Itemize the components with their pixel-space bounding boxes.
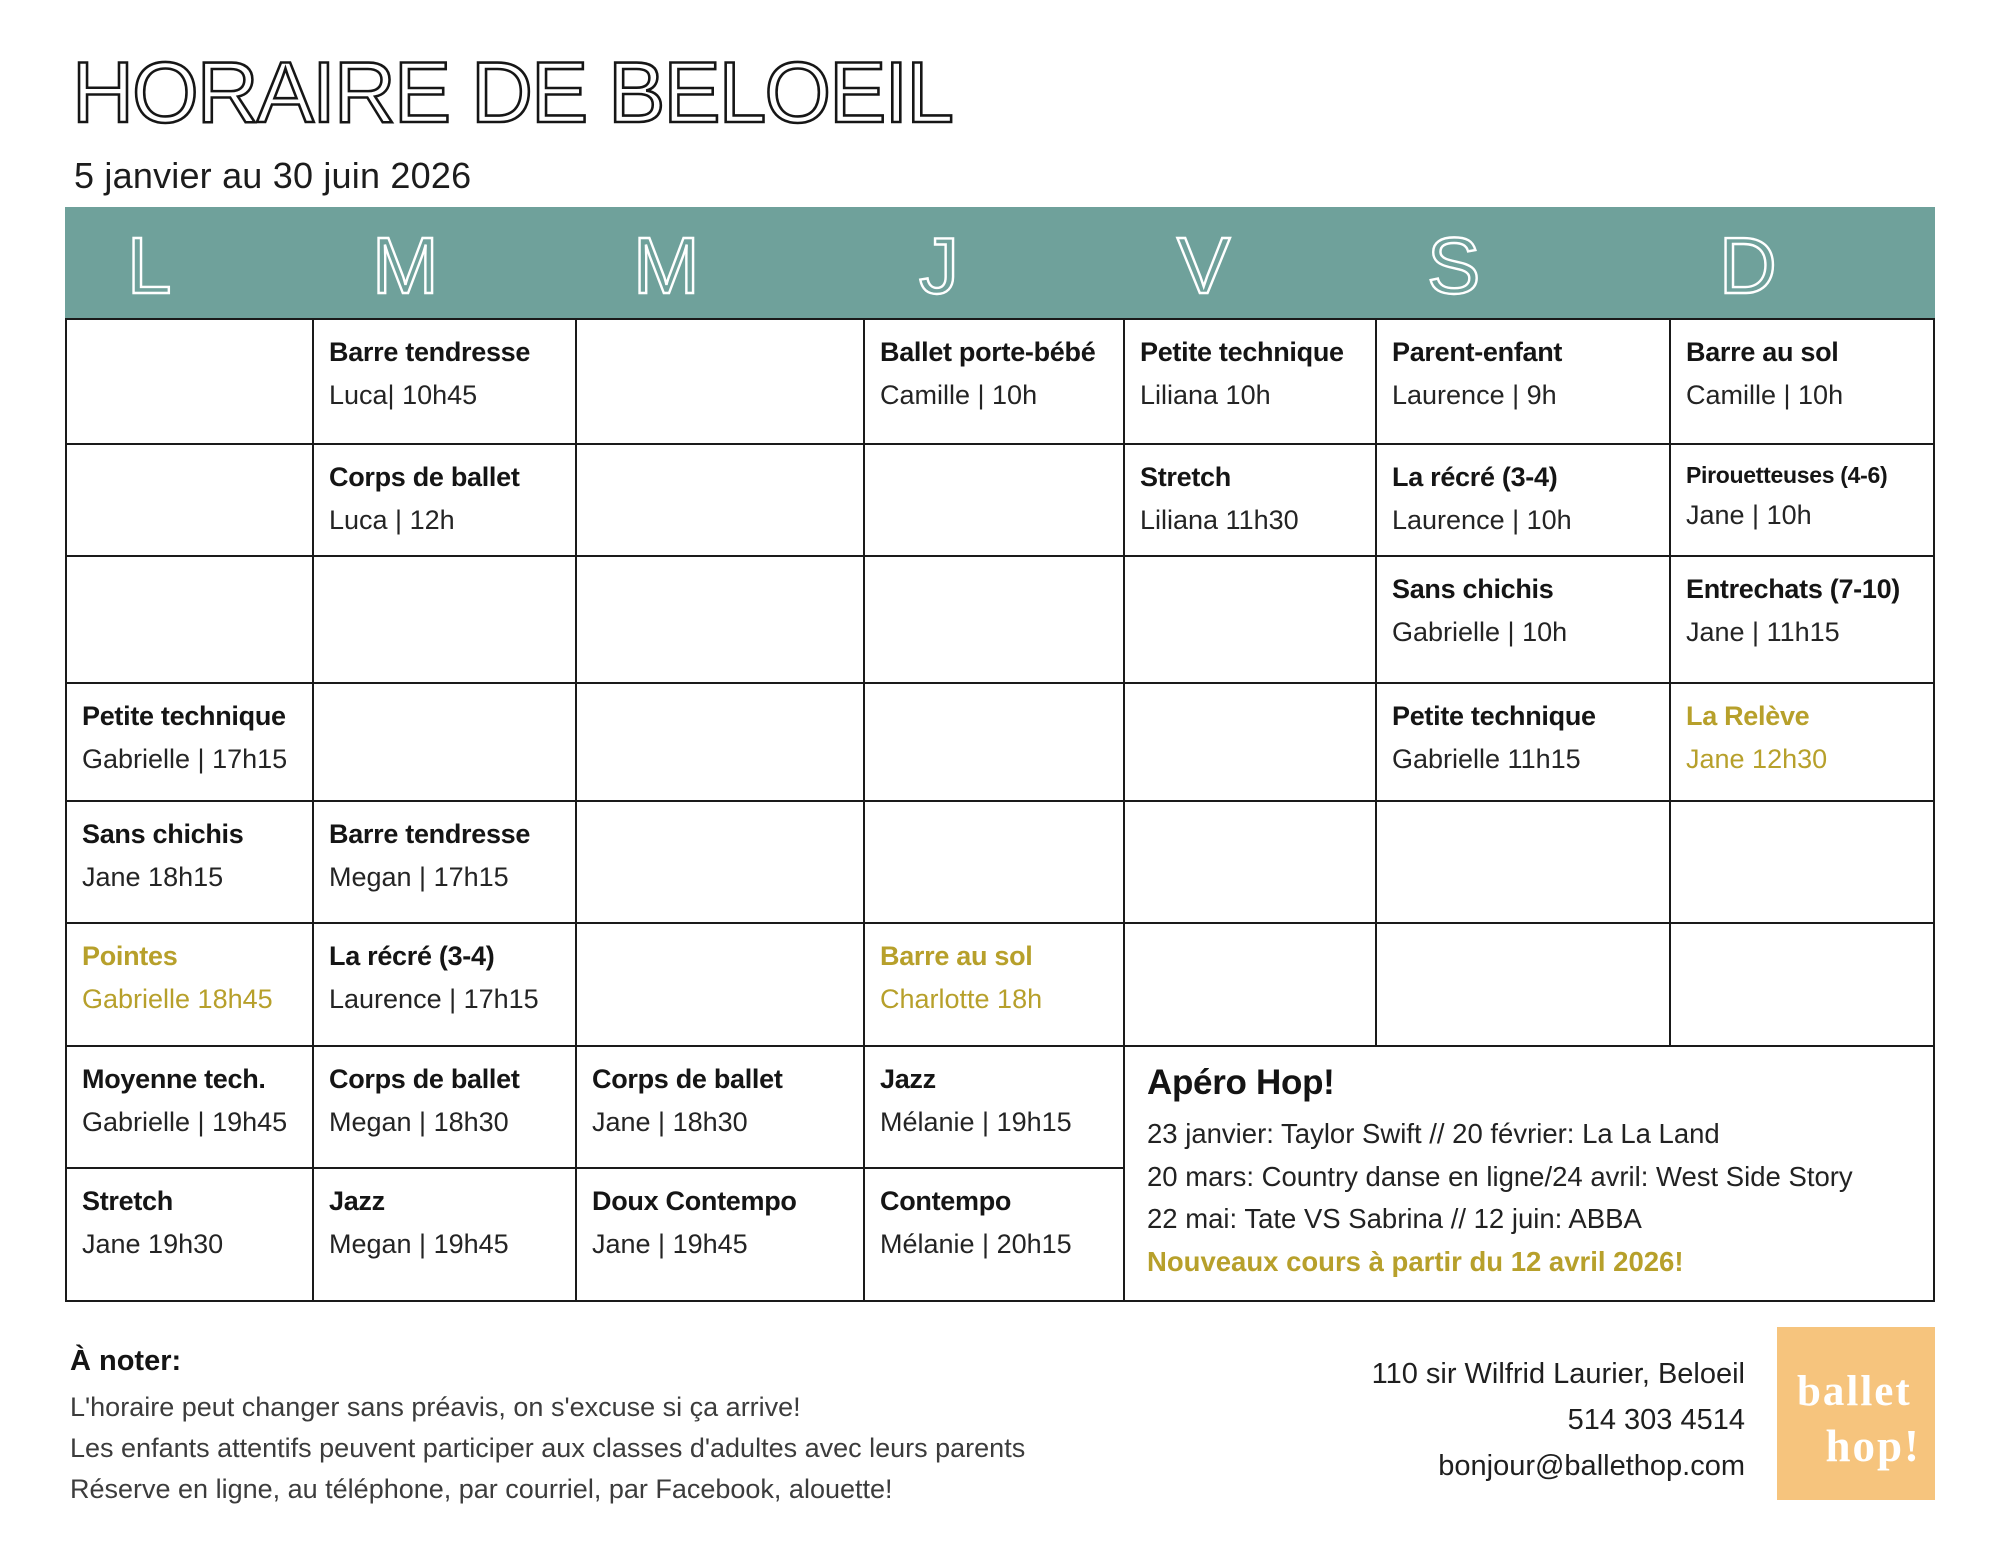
class-teacher-time: Jane 19h30 <box>82 1228 224 1259</box>
empty-cell <box>1377 802 1669 922</box>
class-name: Barre tendresse <box>329 819 531 849</box>
class-cell-barre-tendresse <box>314 320 575 443</box>
class-teacher-time: Jane | 11h15 <box>1686 616 1840 647</box>
empty-cell <box>1125 802 1375 922</box>
class-name: Barre au sol <box>880 941 1033 971</box>
class-name: La récré (3-4) <box>329 941 495 971</box>
class-cell-sans-chichis <box>1377 557 1669 682</box>
empty-cell <box>1125 557 1375 682</box>
ballet-hop-logo <box>1777 1327 1935 1500</box>
weekday-letter-outline <box>1365 207 1545 318</box>
empty-cell <box>577 924 863 1045</box>
class-cell-moyenne-tech <box>67 1047 312 1167</box>
class-name: Jazz <box>329 1186 385 1216</box>
weekday-letter-outline <box>571 207 751 318</box>
contact-address: 110 sir Wilfrid Laurier, Beloeil <box>1371 1358 1745 1390</box>
class-cell-corps-de-ballet <box>577 1047 863 1167</box>
svg-text:L: L <box>127 221 172 310</box>
class-cell-petite-technique <box>1377 684 1669 800</box>
page-title-text: HORAIRE DE BELOEIL <box>72 45 952 141</box>
class-cell-barre-au-sol <box>865 924 1123 1045</box>
class-teacher-time: Gabrielle | 19h45 <box>82 1106 288 1137</box>
empty-cell <box>577 445 863 555</box>
date-range: 5 janvier au 30 juin 2026 <box>74 155 472 196</box>
class-name: Petite technique <box>1140 337 1344 367</box>
class-cell-doux-contempo <box>577 1169 863 1300</box>
apero-event-line: 20 mars: Country danse en ligne/24 avril: West Side Story <box>1147 1160 1853 1192</box>
weekday-letter-outline <box>310 207 490 318</box>
class-name: Pirouetteuses (4-6) <box>1686 462 1888 488</box>
class-teacher-time: Megan | 17h15 <box>329 861 509 892</box>
empty-cell <box>865 557 1123 682</box>
weekday-letter-outline <box>1657 207 1837 318</box>
class-cell-ballet-porte-b-b <box>865 320 1123 443</box>
class-cell-pointes <box>67 924 312 1045</box>
class-name: Jazz <box>880 1064 936 1094</box>
weekday-letter-outline <box>1115 207 1295 318</box>
schedule-grid <box>65 318 1935 1302</box>
class-teacher-time: Liliana 10h <box>1140 379 1271 410</box>
class-teacher-time: Megan | 19h45 <box>329 1228 509 1259</box>
apero-event-line: 23 janvier: Taylor Swift // 20 février: La La Land <box>1147 1118 1720 1149</box>
empty-cell <box>314 557 575 682</box>
class-cell-barre-tendresse <box>314 802 575 922</box>
empty-cell <box>577 802 863 922</box>
logo-text-ballet: ballet <box>1797 1368 1912 1415</box>
page-title <box>70 38 990 150</box>
class-cell-pirouetteuses-4-6 <box>1671 445 1933 555</box>
svg-text:D: D <box>1719 221 1777 310</box>
class-name: Entrechats (7-10) <box>1686 574 1900 604</box>
class-teacher-time: Luca| 10h45 <box>329 379 478 410</box>
class-cell-stretch <box>1125 445 1375 555</box>
svg-text:V: V <box>1177 221 1231 310</box>
class-name: Ballet porte-bébé <box>880 337 1096 367</box>
class-name: Corps de ballet <box>592 1064 783 1094</box>
class-teacher-time: Gabrielle | 10h <box>1392 616 1568 647</box>
class-teacher-time: Luca | 12h <box>329 504 455 535</box>
empty-cell <box>577 320 863 443</box>
class-cell-corps-de-ballet <box>314 445 575 555</box>
class-teacher-time: Jane 18h15 <box>82 861 224 892</box>
class-cell-barre-au-sol <box>1671 320 1933 443</box>
class-name: Parent-enfant <box>1392 337 1563 367</box>
class-teacher-time: Jane | 18h30 <box>592 1106 748 1137</box>
weekday-header-2 <box>310 207 571 323</box>
class-cell-sans-chichis <box>67 802 312 922</box>
class-name: Stretch <box>1140 462 1231 492</box>
svg-text:S: S <box>1427 221 1481 310</box>
weekday-letter-outline <box>857 207 1037 318</box>
apero-hop-title: Apéro Hop! <box>1147 1063 1335 1102</box>
weekday-header-3 <box>571 207 857 323</box>
class-name: Petite technique <box>82 701 286 731</box>
class-teacher-time: Jane 12h30 <box>1686 743 1828 774</box>
contact-block <box>1372 1352 1745 1489</box>
class-cell-la-r-cr-3-4 <box>1377 445 1669 555</box>
class-cell-parent-enfant <box>1377 320 1669 443</box>
svg-text:M: M <box>633 221 700 310</box>
class-cell-la-rel-ve <box>1671 684 1933 800</box>
class-name: Sans chichis <box>1392 574 1554 604</box>
class-teacher-time: Jane | 19h45 <box>592 1228 748 1259</box>
logo-text-hop: hop! <box>1825 1421 1921 1471</box>
class-name: Petite technique <box>1392 701 1596 731</box>
outlined-title-graphic <box>70 38 990 150</box>
class-name: La Relève <box>1686 701 1810 731</box>
class-teacher-time: Laurence | 17h15 <box>329 983 539 1014</box>
svg-text:M: M <box>372 221 439 310</box>
empty-cell <box>1125 924 1375 1045</box>
class-teacher-time: Gabrielle | 17h15 <box>82 743 288 774</box>
class-name: La récré (3-4) <box>1392 462 1558 492</box>
empty-cell <box>314 684 575 800</box>
empty-cell <box>67 445 312 555</box>
empty-cell <box>865 445 1123 555</box>
weekday-header-5 <box>1115 207 1365 323</box>
class-teacher-time: Mélanie | 20h15 <box>880 1228 1072 1259</box>
class-teacher-time: Laurence | 10h <box>1392 504 1572 535</box>
empty-cell <box>577 557 863 682</box>
empty-cell <box>1671 802 1933 922</box>
class-teacher-time: Megan | 18h30 <box>329 1106 509 1137</box>
note-line: L'horaire peut changer sans préavis, on s'excuse si ça arrive! <box>70 1392 801 1422</box>
notes-block <box>70 1345 1025 1510</box>
class-cell-petite-technique <box>1125 320 1375 443</box>
notes-heading: À noter: <box>70 1345 182 1377</box>
weekday-header-6 <box>1365 207 1657 323</box>
class-teacher-time: Camille | 10h <box>880 379 1038 410</box>
weekday-header-1 <box>65 207 310 323</box>
weekday-header-4 <box>857 207 1115 323</box>
empty-cell <box>67 557 312 682</box>
class-name: Moyenne tech. <box>82 1064 266 1094</box>
class-cell-la-r-cr-3-4 <box>314 924 575 1045</box>
class-teacher-time: Mélanie | 19h15 <box>880 1106 1072 1137</box>
class-name: Contempo <box>880 1186 1012 1216</box>
class-teacher-time: Liliana 11h30 <box>1140 504 1299 535</box>
class-name: Barre tendresse <box>329 337 531 367</box>
class-cell-stretch <box>67 1169 312 1300</box>
class-teacher-time: Jane | 10h <box>1686 500 1812 531</box>
weekday-header-7 <box>1657 207 1935 323</box>
empty-cell <box>1671 924 1933 1045</box>
class-cell-petite-technique <box>67 684 312 800</box>
note-line: Les enfants attentifs peuvent participer aux classes d'adultes avec leurs parents <box>70 1433 1026 1464</box>
apero-event-line: 22 mai: Tate VS Sabrina // 12 juin: ABBA <box>1147 1203 1642 1235</box>
class-teacher-time: Laurence | 9h <box>1392 379 1557 410</box>
class-teacher-time: Gabrielle 11h15 <box>1392 743 1581 774</box>
class-name: Sans chichis <box>82 819 244 849</box>
svg-text:J: J <box>919 221 959 310</box>
empty-cell <box>67 320 312 443</box>
class-name: Stretch <box>82 1186 173 1216</box>
weekday-letter-outline <box>65 207 245 318</box>
contact-phone: 514 303 4514 <box>1567 1403 1745 1436</box>
class-cell-entrechats-7-10 <box>1671 557 1933 682</box>
class-name: Pointes <box>82 941 178 971</box>
new-courses-highlight: Nouveaux cours à partir du 12 avril 2026! <box>1147 1245 1684 1277</box>
class-teacher-time: Charlotte 18h <box>880 983 1043 1014</box>
class-name: Corps de ballet <box>329 1064 520 1094</box>
class-cell-jazz <box>865 1047 1123 1167</box>
class-cell-jazz <box>314 1169 575 1300</box>
empty-cell <box>1377 924 1669 1045</box>
contact-email: bonjour@ballethop.com <box>1438 1449 1745 1482</box>
empty-cell <box>1125 684 1375 800</box>
class-teacher-time: Camille | 10h <box>1686 379 1844 410</box>
empty-cell <box>865 684 1123 800</box>
empty-cell <box>577 684 863 800</box>
apero-hop-box <box>1125 1047 1933 1300</box>
class-name: Barre au sol <box>1686 337 1839 367</box>
class-cell-contempo <box>865 1169 1123 1300</box>
class-cell-corps-de-ballet <box>314 1047 575 1167</box>
weekday-band <box>65 207 1935 318</box>
empty-cell <box>865 802 1123 922</box>
class-teacher-time: Gabrielle 18h45 <box>82 983 273 1014</box>
class-name: Doux Contempo <box>592 1186 797 1216</box>
note-line: Réserve en ligne, au téléphone, par courriel, par Facebook, alouette! <box>70 1474 893 1505</box>
class-name: Corps de ballet <box>329 462 520 492</box>
